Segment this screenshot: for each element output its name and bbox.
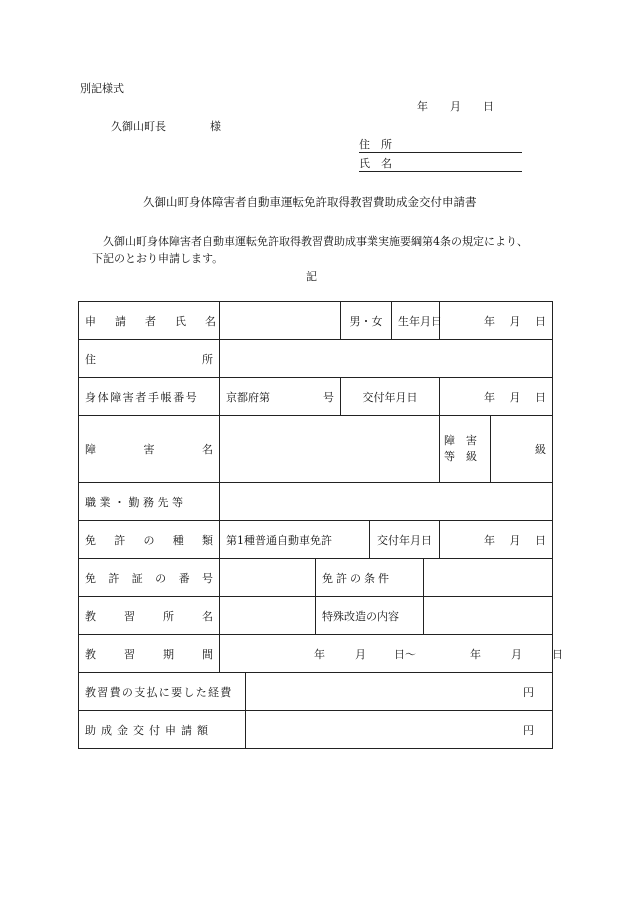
- row-address: [79, 340, 553, 378]
- license-type-label: 免 許 の 種 類: [85, 533, 213, 547]
- body-text-line1: 久御山町身体障害者自動車運転免許取得教習費助成事業実施要綱第4条の規定により、: [103, 235, 528, 248]
- row-license-number: [79, 559, 553, 597]
- address-input[interactable]: [220, 340, 553, 378]
- disability-name-input[interactable]: [220, 416, 440, 483]
- row-applicant: [79, 302, 553, 340]
- row-disability: [79, 416, 553, 483]
- training-period-input[interactable]: 年 月 日〜 年 月 日: [220, 635, 553, 673]
- document-title: 久御山町身体障害者自動車運転免許取得教習費助成金交付申請書: [143, 195, 477, 209]
- disability-name-label: 障 害 名: [85, 443, 213, 456]
- application-table: [78, 301, 563, 749]
- modification-input[interactable]: [424, 597, 553, 635]
- requested-amount-label: 助成金交付申請額: [79, 711, 246, 749]
- handbook-number-label: 身体障害者手帳番号: [79, 378, 220, 416]
- ki-heading: 記: [306, 270, 317, 283]
- address-field[interactable]: [359, 136, 522, 153]
- row-training-cost: [79, 673, 553, 711]
- body-text-line2: 下記のとおり申請します。: [92, 252, 224, 265]
- row-school: [79, 597, 553, 635]
- applicant-name-input[interactable]: [220, 302, 341, 340]
- birth-date-input[interactable]: 年 月 日: [440, 302, 553, 340]
- occupation-label: 職業・勤務先等: [79, 483, 220, 521]
- handbook-issue-date-label: 交付年月日: [341, 378, 440, 416]
- row-training-period: [79, 635, 553, 673]
- row-requested-amount: [79, 711, 553, 749]
- handbook-number-input[interactable]: 京都府第 号: [220, 378, 341, 416]
- address-label: 住 所: [359, 138, 392, 151]
- row-handbook: [79, 378, 553, 416]
- training-period-label: 教 習 期 間: [85, 647, 213, 661]
- disability-grade-label: 障 害 等 級: [440, 416, 491, 483]
- training-cost-input[interactable]: 円: [246, 673, 553, 711]
- date-line: 年 月 日: [417, 100, 494, 113]
- school-name-input[interactable]: [220, 597, 316, 635]
- form-label: 別記様式: [80, 82, 124, 95]
- license-number-input[interactable]: [220, 559, 316, 597]
- license-conditions-label: 免許の条件: [316, 559, 424, 597]
- occupation-input[interactable]: [220, 483, 553, 521]
- school-name-label: 教 習 所 名: [85, 609, 213, 623]
- gender-select[interactable]: 男・女: [341, 302, 392, 340]
- requested-amount-input[interactable]: 円: [246, 711, 553, 749]
- row-license-type: [79, 521, 553, 559]
- handbook-issue-date-input[interactable]: 年 月 日: [440, 378, 553, 416]
- license-type-value: 第1種普通自動車免許: [220, 521, 370, 559]
- license-issue-date-label: 交付年月日: [370, 521, 440, 559]
- disability-grade-input[interactable]: 級: [491, 416, 553, 483]
- name-field[interactable]: [359, 155, 522, 172]
- training-cost-label: 教習費の支払に要した経費: [79, 673, 246, 711]
- addressee: 久御山町長 様: [111, 120, 221, 133]
- applicant-name-label: 申請者氏名: [85, 314, 235, 328]
- address-row-label: 住 所: [85, 352, 213, 366]
- modification-label: 特殊改造の内容: [316, 597, 424, 635]
- name-label: 氏 名: [359, 157, 392, 170]
- birth-date-label: 生年月日: [392, 302, 440, 340]
- license-conditions-input[interactable]: [424, 559, 553, 597]
- license-issue-date-input[interactable]: 年 月 日: [440, 521, 553, 559]
- license-number-label: 免 許 証 の 番 号: [85, 571, 213, 585]
- row-occupation: [79, 483, 553, 521]
